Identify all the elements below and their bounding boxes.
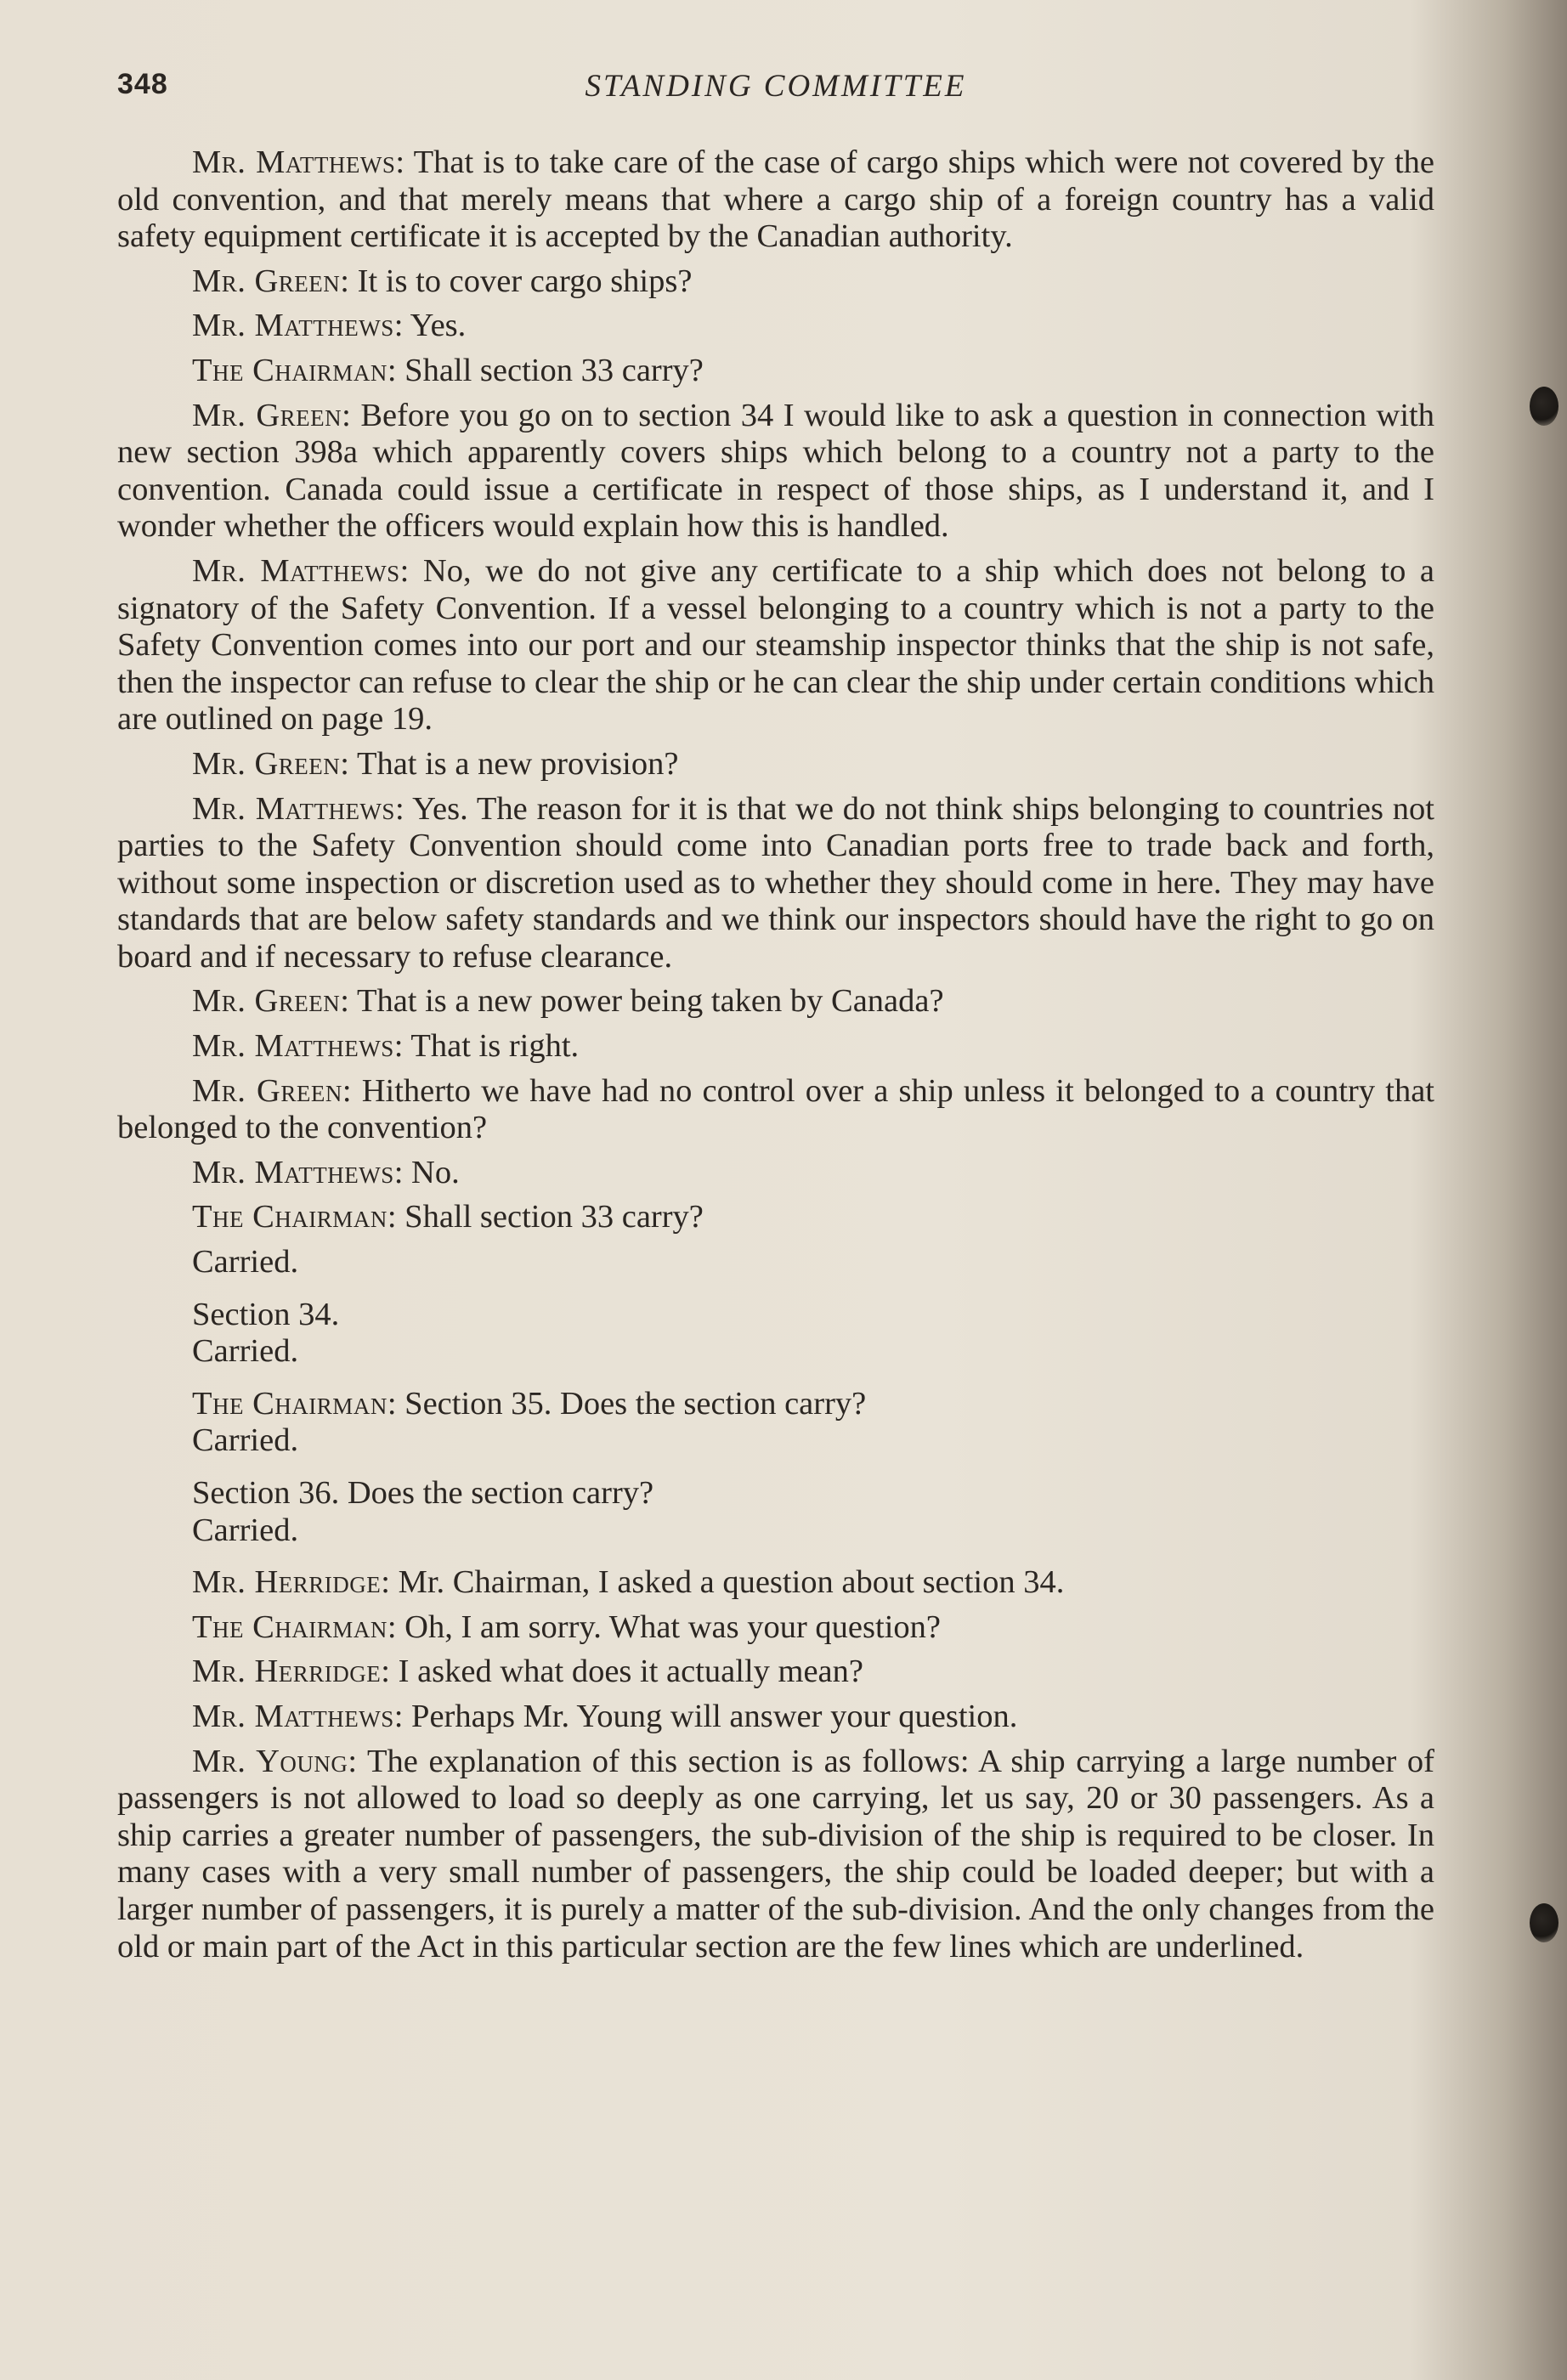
transcript-paragraph: Mr. Matthews: No. [192, 1154, 460, 1190]
transcript-paragraph: Mr. Green: Hitherto we have had no control over a ship unless it belonged to a country that belonged to the convention? [117, 1072, 1434, 1146]
speech-text: Before you go on to section 34 I would like to ask a question in connection with new section 398a which apparently covers ships which belong to a country not a party to the convention. Canada could issue a certificate in respect of those ships, as I understand it, and I wonder whether the officers would explain how this is handled. [117, 397, 1434, 545]
result-line: Carried. [192, 1333, 299, 1370]
transcript-paragraph: Mr. Herridge: I asked what does it actually mean? [192, 1654, 863, 1690]
speaker-name: The Chairman [192, 1199, 388, 1235]
speaker-name: Mr. Green [192, 397, 342, 433]
speech-text: Yes. [410, 308, 467, 344]
result-line: Carried. [192, 1244, 299, 1280]
transcript-paragraph: Mr. Green: It is to cover cargo ships? [192, 263, 693, 299]
speaker-name: Mr. Herridge [192, 1654, 382, 1690]
speech-text: It is to cover cargo ships? [357, 263, 693, 299]
section-line: Section 36. Does the section carry? [192, 1475, 654, 1511]
speech-text: Hitherto we have had no control over a ship unless it belonged to a country that belonged to the convention? [117, 1072, 1434, 1146]
speech-text: Shall section 33 carry? [404, 1199, 704, 1235]
speech-text: That is a new power being taken by Canada? [356, 983, 944, 1020]
speaker-name: Mr. Matthews [192, 1028, 394, 1065]
transcript-paragraph: Mr. Matthews: Yes. The reason for it is that we do not think ships belonging to countries not parties to the Safety Convention should come into Canadian ports free to trade back and forth, without some inspection or discretion used as to whether they should come in here. They may have standards that are below safety standards and we think our inspectors should have the right to go on board and if necessary to refuse clearance. [117, 790, 1434, 975]
speech-text: Oh, I am sorry. What was your question? [404, 1608, 941, 1645]
transcript-paragraph: Mr. Herridge: Mr. Chairman, I asked a question about section 34. [192, 1564, 1065, 1601]
page-header [117, 68, 1434, 110]
transcript-paragraph: The Chairman: Section 35. Does the section carry? [192, 1385, 867, 1422]
speaker-name: The Chairman [192, 1608, 388, 1645]
transcript-paragraph: Mr. Matthews: That is to take care of the case of cargo ships which were not covered by the old convention, and that merely means that where a cargo ship of a foreign country has a valid safety equipment certificate it is accepted by the Canadian authority. [117, 144, 1434, 255]
speaker-name: Mr. Matthews [192, 1154, 394, 1190]
section-block [117, 1297, 1434, 1371]
binding-hole-mark [1530, 387, 1559, 426]
speech-text: That is to take care of the case of cargo ships which were not covered by the old convention, and that merely means that where a cargo ship of a foreign country has a valid safety equipment certificate it is accepted by the Canadian authority. [117, 144, 1434, 255]
speaker-name: Mr. Matthews [192, 790, 395, 827]
binding-hole-mark [1530, 1903, 1559, 1942]
transcript-paragraph: Mr. Green: That is a new provision? [192, 745, 679, 782]
transcript-paragraph: Mr. Matthews: That is right. [192, 1028, 580, 1065]
transcript-paragraph: The Chairman: Shall section 33 carry? [192, 352, 704, 388]
transcript-paragraph: Mr. Matthews: No, we do not give any certificate to a ship which does not belong to a signatory of the Safety Convention. If a vessel belonging to a country which is not a party to the Safety Convention comes into our port and our steamship inspector thinks that the ship is not safe, then the inspector can refuse to clear the ship or he can clear the ship under certain conditions which are outlined on page 19. [117, 552, 1434, 738]
speech-text: The explanation of this section is as follows: A ship carrying a large number of passengers is not allowed to load so deeply as one carrying, let us say, 20 or 30 passengers. As a ship carries a greater number of passengers, the sub-division of the ship is required to be closer. In many cases with a very small number of passengers, the ship could be loaded deeper; but with a larger number of passengers, it is purely a matter of the sub-division. And the only changes from the old or main part of the Act in this particular section are the few lines which are underlined. [117, 1743, 1434, 1964]
speaker-name: Mr. Herridge [192, 1564, 382, 1601]
speech-text: That is right. [410, 1028, 580, 1065]
transcript-paragraph: Mr. Green: That is a new power being taken by Canada? [192, 983, 944, 1020]
transcript-body [117, 144, 1434, 1973]
section-line: Section 34. [192, 1296, 340, 1332]
transcript-paragraph: Mr. Matthews: Perhaps Mr. Young will answer your question. [192, 1698, 1018, 1734]
speech-text: Section 35. Does the section carry? [404, 1385, 867, 1422]
speaker-name: The Chairman [192, 1385, 388, 1422]
speaker-name: Mr. Green [192, 745, 341, 782]
transcript-paragraph: The Chairman: Oh, I am sorry. What was your question? [192, 1608, 941, 1645]
speaker-name: Mr. Matthews [192, 308, 394, 344]
speech-text: I asked what does it actually mean? [398, 1654, 863, 1690]
speaker-name: Mr. Green [192, 1072, 342, 1109]
speaker-name: Mr. Green [192, 983, 341, 1020]
speaker-name: The Chairman [192, 352, 388, 388]
speaker-name: Mr. Matthews [192, 552, 400, 589]
result-line: Carried. [192, 1512, 299, 1548]
running-title: STANDING COMMITTEE [585, 69, 967, 104]
transcript-paragraph: Mr. Young: The explanation of this section is as follows: A ship carrying a large number of passengers is not allowed to load so deeply as one carrying, let us say, 20 or 30 passengers. As a ship carries a greater number of passengers, the sub-division of the ship is required to be closer. In many cases with a very small number of passengers, the ship could be loaded deeper; but with a larger number of passengers, it is purely a matter of the sub-division. And the only changes from the old or main part of the Act in this particular section are the few lines which are underlined. [117, 1743, 1434, 1964]
transcript-paragraph: Mr. Green: Before you go on to section 34 I would like to ask a question in connection with new section 398a which apparently covers ships which belong to a country not a party to the convention. Canada could issue a certificate in respect of those ships, as I understand it, and I wonder whether the officers would explain how this is handled. [117, 397, 1434, 545]
section-block [117, 1475, 1434, 1549]
speaker-name: Mr. Matthews [192, 1698, 394, 1734]
speech-text: Shall section 33 carry? [404, 352, 704, 388]
speaker-name: Mr. Young [192, 1743, 348, 1779]
speaker-name: Mr. Matthews [192, 144, 396, 180]
speech-text: No. [411, 1154, 460, 1190]
speech-text: Perhaps Mr. Young will answer your question. [411, 1698, 1018, 1734]
speech-text: Mr. Chairman, I asked a question about section 34. [398, 1564, 1065, 1601]
speaker-name: Mr. Green [192, 263, 341, 299]
transcript-paragraph: Mr. Matthews: Yes. [192, 308, 467, 344]
transcript-paragraph: The Chairman: Shall section 33 carry? [192, 1199, 704, 1235]
section-block [117, 1386, 1434, 1460]
page-number: 348 [117, 68, 168, 100]
speech-text: No, we do not give any certificate to a ship which does not belong to a signatory of the Safety Convention. If a vessel belonging to a country which is not a party to the Safety Convention comes into our port and our steamship inspector thinks that the ship is not safe, then the inspector can refuse to clear the ship or he can clear the ship under certain conditions which are outlined on page 19. [117, 552, 1434, 738]
result-line: Carried. [192, 1422, 299, 1459]
speech-text: That is a new provision? [356, 745, 679, 782]
speech-text: Yes. The reason for it is that we do not think ships belonging to countries not parties to the Safety Convention should come into Canadian ports free to trade back and forth, without some inspection or discretion used as to whether they should come in here. They may have standards that are below safety standards and we think our inspectors should have the right to go on board and if necessary to refuse clearance. [117, 790, 1434, 975]
